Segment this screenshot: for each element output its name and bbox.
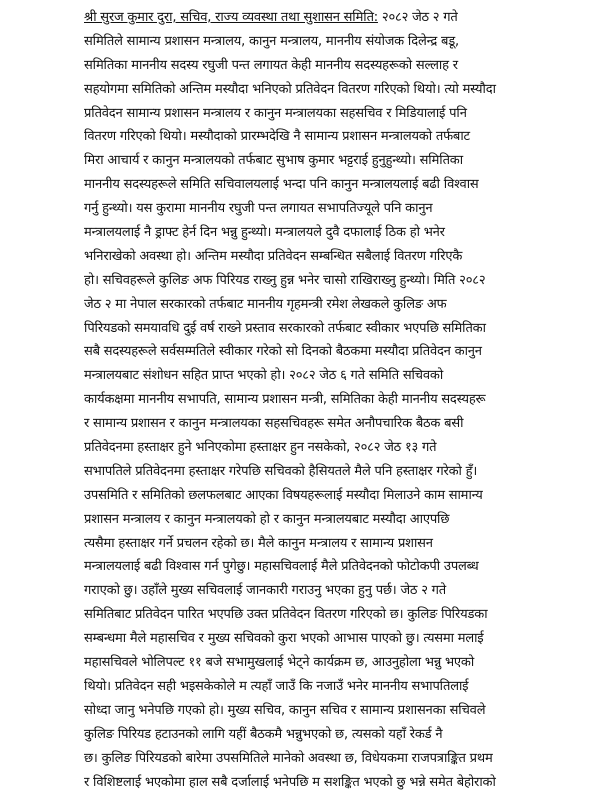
text-line-21: उपसमिति र समितिको छलफलबाट आएका विषयहरूलाई मस्यौदा मिलाउने काम सामान्य <box>84 484 614 508</box>
text-line-5: प्रतिवेदन सामान्य प्रशासन मन्त्रालय र कानुन मन्त्रालयका सहसचिव र मिडियालाई पनि <box>84 102 614 126</box>
text-line-19: प्रतिवेदनमा हस्ताक्षर हुने भनिएकोमा हस्ताक्षर हुन नसकेको, २०८२ जेठ १३ गते <box>84 436 614 460</box>
text-line-33: र विशिष्टलाई भएकोमा हाल सबै दर्जालाई भनेपछि म सशङ्कित भएको छु भन्ने समेत बेहोराको <box>84 771 614 794</box>
text-line-24: मन्त्रालयलाई बढी विश्वास गर्न पुगेछु। महासचिवलाई मैले प्रतिवेदनको फोटोकपी उपलब्ध <box>84 555 614 579</box>
text-line-20: सभापतिले प्रतिवेदनमा हस्ताक्षर गरेपछि सचिवको हैसियतले मैले पनि हस्ताक्षर गरेको हुँ। <box>84 460 614 484</box>
speaker-heading: श्री सुरज कुमार दुरा, सचिव, राज्य व्यवस्था तथा सुशासन समिति: <box>84 10 378 25</box>
text-line-30: सोध्दा जानु भनेपछि गएको हो। मुख्य सचिव, कानुन सचिव र सामान्य प्रशासनका सचिवले <box>84 699 614 723</box>
statement-text <box>84 6 614 794</box>
text-line-1 <box>84 6 614 30</box>
text-line-31: कुलिङ पिरियड हटाउनको लागि यहीं बैठकमै भन्नुभएको छ, त्यसको यहाँ रेकर्ड नै <box>84 723 614 747</box>
text-line-32: छ। कुलिङ पिरियडको बारेमा उपसमितिले मानेको अवस्था छ, विधेयकमा राजपत्राङ्कित प्रथम <box>84 747 614 771</box>
text-line-17: कार्यकक्षमा माननीय सभापति, सामान्य प्रशासन मन्त्री, समितिका केही माननीय सदस्यहरू <box>84 388 614 412</box>
text-line-4: सहयोगमा समितिको अन्तिम मस्यौदा भनिएको प्रतिवेदन वितरण गरिएको थियो। त्यो मस्यौदा <box>84 78 614 102</box>
heading-date: २०८२ जेठ २ गते <box>378 10 458 25</box>
text-line-22: प्रशासन मन्त्रालय र कानुन मन्त्रालयको हो र कानुन मन्त्रालयबाट मस्यौदा आएपछि <box>84 508 614 532</box>
text-line-18: र सामान्य प्रशासन र कानुन मन्त्रालयका सहसचिवहरू समेत अनौपचारिक बैठक बसी <box>84 412 614 436</box>
text-line-6: वितरण गरिएको थियो। मस्यौदाको प्रारम्भदेखि नै सामान्य प्रशासन मन्त्रालयको तर्फबाट <box>84 125 614 149</box>
text-line-29: थियो। प्रतिवेदन सही भइसकेकोले म त्यहाँ जाउँ कि नजाउँ भनेर माननीय सभापतिलाई <box>84 675 614 699</box>
text-line-3: समितिका माननीय सदस्य रघुजी पन्त लगायत केही माननीय सदस्यहरूको सल्लाह र <box>84 54 614 78</box>
text-line-28: महासचिवले भोलिपल्ट ११ बजे सभामुखलाई भेट्ने कार्यक्रम छ, आउनुहोला भन्नु भएको <box>84 651 614 675</box>
text-line-11: भनिराखेको अवस्था हो। अन्तिम मस्यौदा प्रतिवेदन सम्बन्धित सबैलाई वितरण गरिएकै <box>84 245 614 269</box>
text-line-27: सम्बन्धमा मैले महासचिव र मुख्य सचिवको कुरा भएको आभास पाएको छु। त्यसमा मलाई <box>84 627 614 651</box>
text-line-2: समितिले सामान्य प्रशासन मन्त्रालय, कानुन मन्त्रालय, माननीय संयोजक दिलेन्द्र बडू, <box>84 30 614 54</box>
text-line-8: माननीय सदस्यहरूले समिति सचिवालयलाई भन्दा पनि कानुन मन्त्रालयलाई बढी विश्वास <box>84 173 614 197</box>
text-line-15: सबै सदस्यहरूले सर्वसम्मतिले स्वीकार गरेको सो दिनको बैठकमा मस्यौदा प्रतिवेदन कानुन <box>84 340 614 364</box>
text-line-13: जेठ २ मा नेपाल सरकारको तर्फबाट माननीय गृहमन्त्री रमेश लेखकले कुलिङ अफ <box>84 293 614 317</box>
text-line-14: पिरियडको समयावधि दुई वर्ष राख्ने प्रस्ताव सरकारको तर्फबाट स्वीकार भएपछि समितिका <box>84 317 614 341</box>
text-line-7: मिरा आचार्य र कानुन मन्त्रालयको तर्फबाट सुभाष कुमार भट्टराई हुनुहुन्थ्यो। समितिका <box>84 149 614 173</box>
text-line-9: गर्नु हुन्थ्यो। यस कुरामा माननीय रघुजी पन्त लगायत सभापतिज्यूले पनि कानुन <box>84 197 614 221</box>
text-line-10: मन्त्रालयलाई नै ड्राफ्ट हेर्न दिन भन्नु हुन्थ्यो। मन्त्रालयले दुवै दफालाई ठिक हो भनेर <box>84 221 614 245</box>
text-line-23: त्यसैमा हस्ताक्षर गर्ने प्रचलन रहेको छ। मैले कानुन मन्त्रालय र सामान्य प्रशासन <box>84 532 614 556</box>
text-line-16: मन्त्रालयबाट संशोधन सहित प्राप्त भएको हो। २०८२ जेठ ६ गते समिति सचिवको <box>84 364 614 388</box>
text-line-25: गराएको छु। उहाँले मुख्य सचिवलाई जानकारी गराउनु भएका हुनु पर्छ। जेठ २ गते <box>84 579 614 603</box>
text-line-26: समितिबाट प्रतिवेदन पारित भएपछि उक्त प्रतिवेदन वितरण गरिएको छ। कुलिङ पिरियडका <box>84 603 614 627</box>
text-line-12: हो। सचिवहरूले कुलिङ अफ पिरियड राख्नु हुन्न भनेर चासो राखिराख्नु हुन्थ्यो। मिति २०८२ <box>84 269 614 293</box>
